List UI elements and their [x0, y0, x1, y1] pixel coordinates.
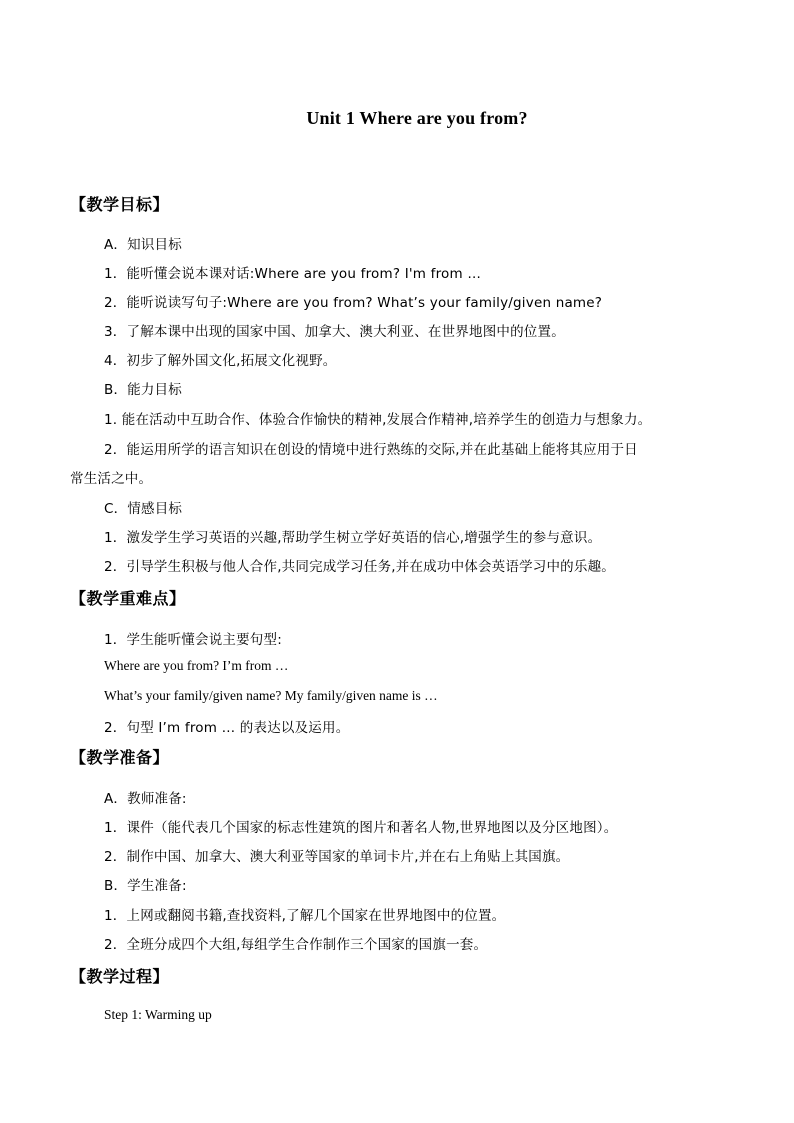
objectives-line: 2．能听说读写句子:Where are you from? What’s your family/given name?	[104, 295, 603, 311]
preparation-line: 2．制作中国、加拿大、澳大利亚等国家的单词卡片,并在右上角贴上其国旗。	[104, 849, 570, 865]
preparation-line: A．教师准备:	[104, 791, 187, 807]
page-title: Unit 1 Where are you from?	[306, 108, 528, 128]
section-heading-objectives: 【教学目标】	[70, 195, 170, 214]
objectives-line: 常生活之中。	[70, 471, 153, 487]
objectives-line: 1. 能在活动中互助合作、体验合作愉快的精神,发展合作精神,培养学生的创造力与想象力。	[104, 412, 652, 428]
objectives-line: B．能力目标	[104, 382, 182, 398]
key-points-line: 1．学生能听懂会说主要句型:	[104, 632, 282, 648]
preparation-line: 1．课件（能代表几个国家的标志性建筑的图片和著名人物,世界地图以及分区地图）。	[104, 820, 618, 836]
key-points-line: What’s your family/given name? My family/given name is …	[104, 688, 438, 703]
section-heading-preparation: 【教学准备】	[70, 748, 170, 767]
objectives-line: A．知识目标	[104, 237, 182, 253]
objectives-line: 1．能听懂会说本课对话:Where are you from? I'm from …	[104, 266, 482, 282]
objectives-line: 3．了解本课中出现的国家中国、加拿大、澳大利亚、在世界地图中的位置。	[104, 324, 565, 340]
preparation-line: 2．全班分成四个大组,每组学生合作制作三个国家的国旗一套。	[104, 937, 488, 953]
section-heading-key-points: 【教学重难点】	[70, 589, 186, 608]
objectives-line: 1．激发学生学习英语的兴趣,帮助学生树立学好英语的信心,增强学生的参与意识。	[104, 530, 602, 546]
preparation-line: B．学生准备:	[104, 878, 187, 894]
objectives-line: 2．引导学生积极与他人合作,共同完成学习任务,并在成功中体会英语学习中的乐趣。	[104, 559, 615, 575]
objectives-line: C．情感目标	[104, 501, 183, 517]
process-line: Step 1: Warming up	[104, 1007, 212, 1022]
preparation-line: 1．上网或翻阅书籍,查找资料,了解几个国家在世界地图中的位置。	[104, 908, 506, 924]
objectives-line: 2．能运用所学的语言知识在创设的情境中进行熟练的交际,并在此基础上能将其应用于日	[104, 442, 638, 458]
section-heading-process: 【教学过程】	[70, 967, 170, 986]
objectives-line: 4．初步了解外国文化,拓展文化视野。	[104, 353, 337, 369]
key-points-line: 2．句型 I’m from … 的表达以及运用。	[104, 720, 350, 736]
key-points-line: Where are you from? I’m from …	[104, 658, 289, 673]
